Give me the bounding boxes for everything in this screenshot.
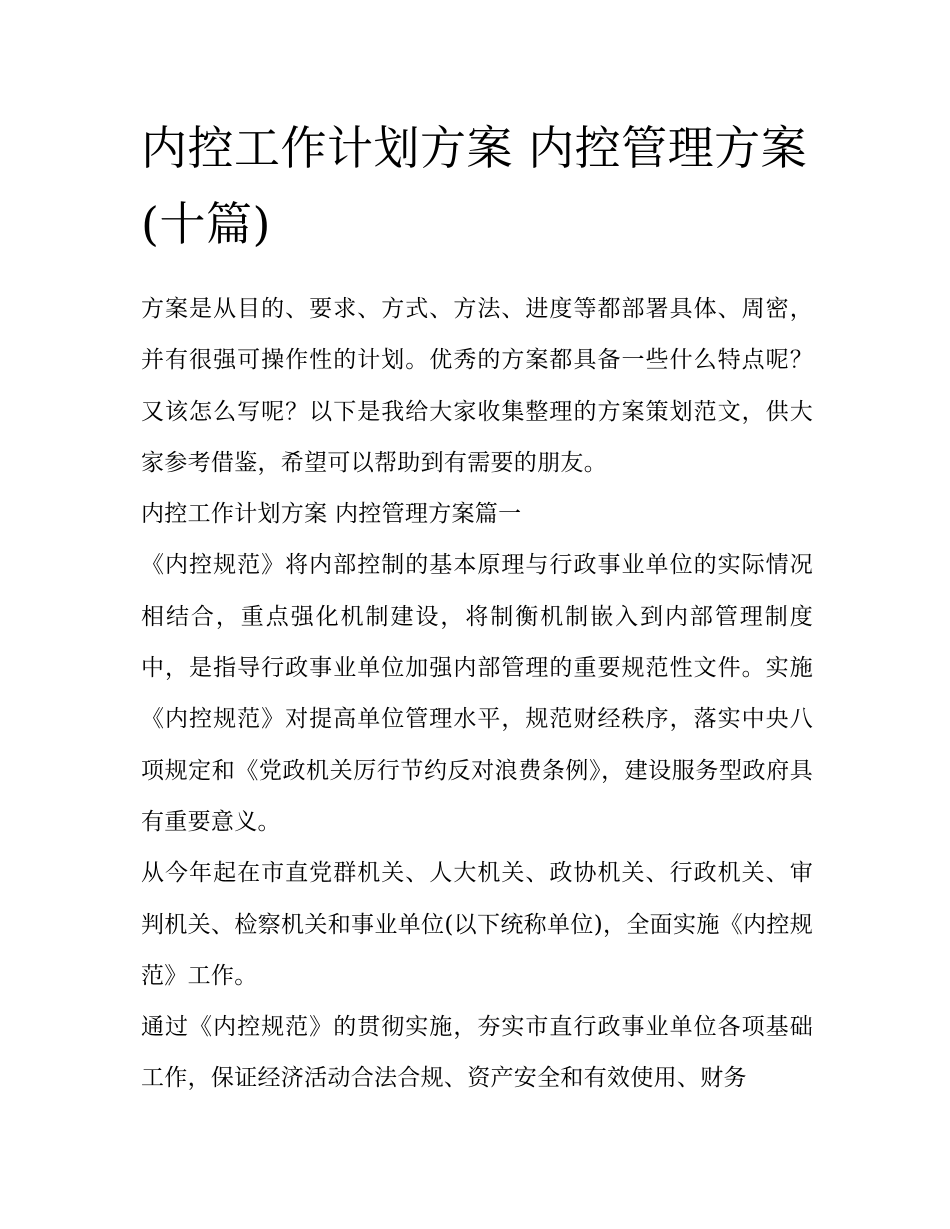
document-body [141,284,813,1105]
document-title: 内控工作计划方案 内控管理方案(十篇) [141,121,808,251]
section-heading: 内控工作计划方案 内控管理方案篇一 [141,501,522,528]
body-paragraph-3: 通过《内控规范》的贯彻实施，夯实市直行政事业单位各项基础工作，保证经济活动合法合规、资产安全和有效使用、财务 [141,1014,813,1092]
document-content [141,110,813,1105]
body-paragraph-1: 《内控规范》将内部控制的基本原理与行政事业单位的实际情况相结合，重点强化机制建设，将制衡机制嵌入到内部管理制度中，是指导行政事业单位加强内部管理的重要规范性文件。实施《内控规范》对提高单位管理水平，规范财经秩序，落实中央八项规定和《党政机关厉行节约反对浪费条例》，建设服务型政府具有重要意义。 [141,552,813,835]
intro-paragraph: 方案是从目的、要求、方式、方法、进度等都部署具体、周密，并有很强可操作性的计划。优秀的方案都具备一些什么特点呢？又该怎么写呢？以下是我给大家收集整理的方案策划范文，供大家参考借鉴，希望可以帮助到有需要的朋友。 [141,296,813,476]
body-paragraph-2: 从今年起在市直党群机关、人大机关、政协机关、行政机关、审判机关、检察机关和事业单位(以下统称单位)，全面实施《内控规范》工作。 [141,860,813,989]
